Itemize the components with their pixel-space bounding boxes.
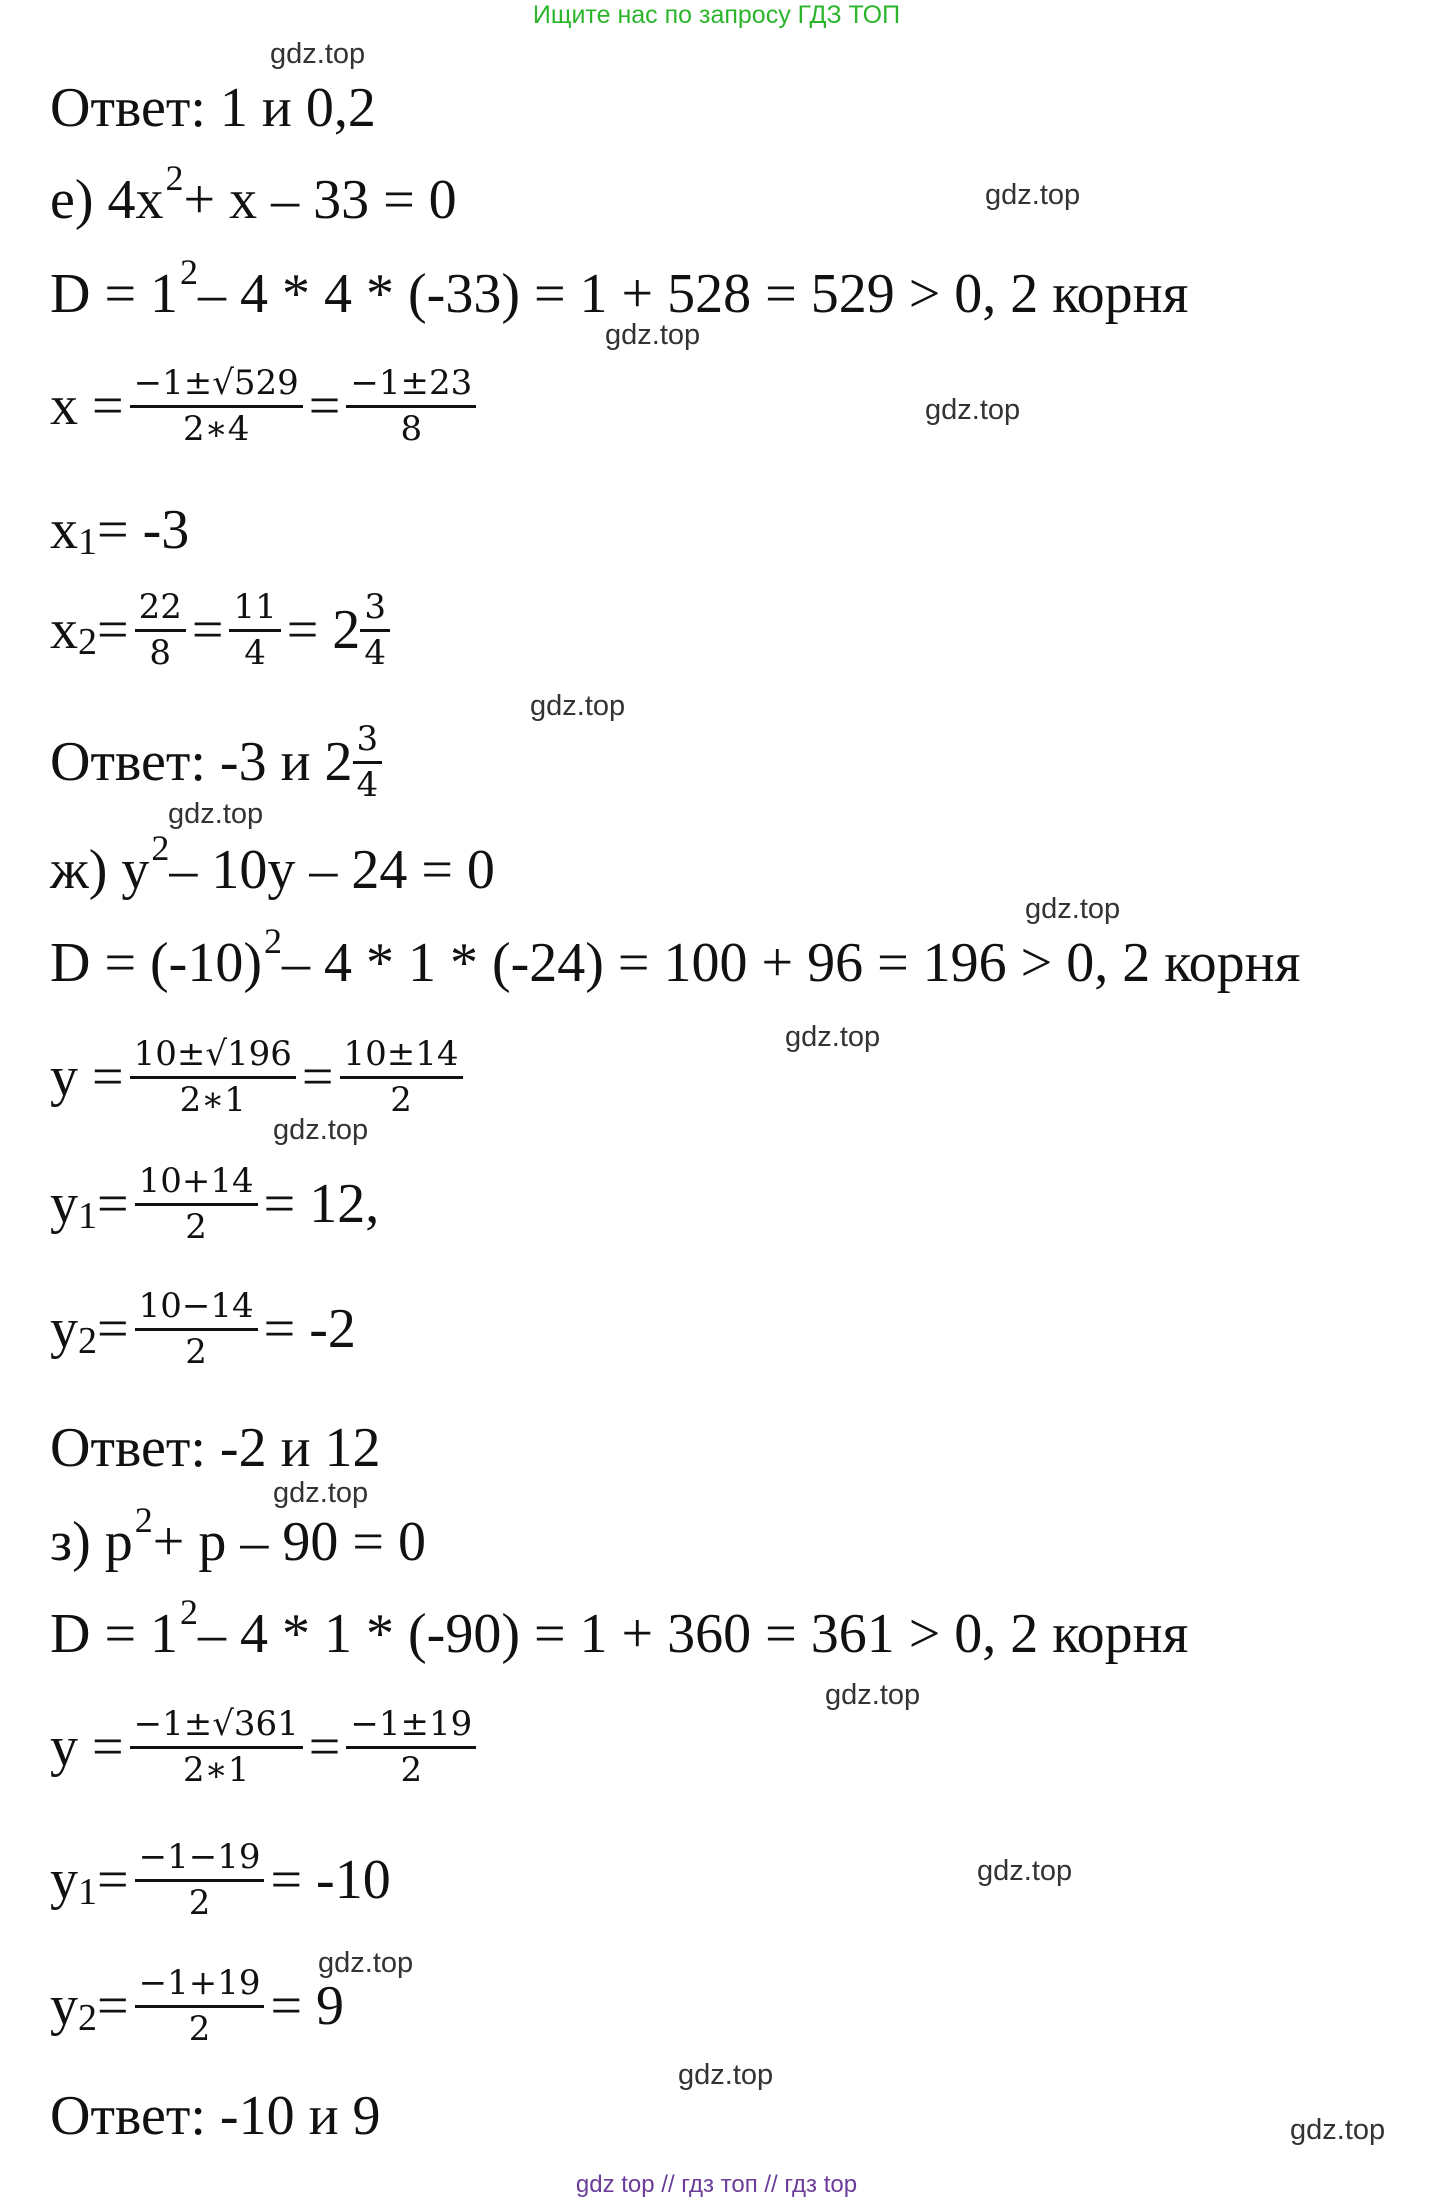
answer-prev xyxy=(50,77,376,139)
watermark: gdz.top xyxy=(1290,2114,1386,2146)
fraction xyxy=(135,1160,258,1248)
watermark: gdz.top xyxy=(273,1114,369,1146)
denominator: 4 xyxy=(364,632,386,673)
roots-formula-e xyxy=(50,362,482,450)
watermark: gdz.top xyxy=(825,1679,921,1711)
equals-sign: = xyxy=(301,1046,334,1108)
equation-text: – 10y – 24 = 0 xyxy=(169,839,495,901)
root-y1-zh xyxy=(50,1160,379,1248)
equation-text: = xyxy=(97,1849,129,1911)
equation-text: D = (-10) xyxy=(50,932,262,994)
answer-text: Ответ: -2 и 12 xyxy=(50,1417,381,1479)
fraction xyxy=(229,586,280,674)
equation-text: = xyxy=(97,1173,129,1235)
equation-text: x xyxy=(50,499,78,561)
numerator: −1±√529 xyxy=(130,362,303,408)
footer-links[interactable]: gdz top // гдз топ // гдз top xyxy=(575,2171,858,2198)
discriminant-zh xyxy=(50,921,1301,994)
subscript: 2 xyxy=(78,1320,97,1362)
root-y1-z xyxy=(50,1836,391,1924)
numerator: 10±14 xyxy=(340,1033,463,1079)
numerator: −1−19 xyxy=(135,1836,265,1882)
mixed-number xyxy=(287,586,396,674)
equals-sign: = xyxy=(308,375,341,437)
subscript: 1 xyxy=(78,1871,97,1913)
answer-text: Ответ: -10 и 9 xyxy=(50,2085,381,2147)
answer-text: Ответ: 1 и 0,2 xyxy=(50,77,376,139)
equation-text: x xyxy=(50,599,78,661)
equation-text: y xyxy=(50,1298,78,1360)
fraction xyxy=(340,1033,463,1121)
watermark: gdz.top xyxy=(605,319,701,351)
equals-sign: = xyxy=(308,1716,341,1778)
watermark: gdz.top xyxy=(270,38,366,70)
fraction xyxy=(130,1033,296,1121)
fraction xyxy=(346,1703,476,1791)
denominator: 4 xyxy=(244,632,266,673)
fraction xyxy=(353,718,383,806)
numerator: −1±√361 xyxy=(130,1703,303,1749)
equation-text: = xyxy=(97,1298,129,1360)
numerator: 3 xyxy=(360,586,390,632)
equation-text: y xyxy=(50,1173,78,1235)
equation-text: – 4 * 1 * (-90) = 1 + 360 = 361 > 0, 2 корня xyxy=(198,1603,1189,1665)
fraction xyxy=(346,362,476,450)
denominator: 2 xyxy=(400,1749,423,1790)
fraction xyxy=(135,586,186,674)
search-banner[interactable]: Ищите нас по запросу ГДЗ ТОП xyxy=(532,1,901,29)
denominator: 2∗1 xyxy=(179,1079,246,1120)
denominator: 2 xyxy=(390,1079,412,1120)
fraction xyxy=(135,1962,265,2050)
equation-text: = -10 xyxy=(270,1849,391,1911)
answer-zh xyxy=(50,1417,381,1479)
subscript: 2 xyxy=(78,621,97,663)
equation-e xyxy=(50,158,457,231)
equation-text: = 9 xyxy=(270,1975,345,2037)
answer-z xyxy=(50,2085,381,2147)
denominator: 2∗1 xyxy=(182,1749,250,1790)
numerator: 10±√196 xyxy=(130,1033,296,1079)
watermark: gdz.top xyxy=(318,1947,414,1979)
subscript: 1 xyxy=(78,521,97,563)
numerator: 22 xyxy=(135,586,186,632)
root-y2-z xyxy=(50,1962,344,2050)
equation-text: y xyxy=(50,1849,78,1911)
equation-text: з) p xyxy=(50,1511,133,1573)
denominator: 2 xyxy=(185,1331,207,1372)
denominator: 2 xyxy=(185,1206,207,1247)
denominator: 8 xyxy=(400,408,423,449)
watermark: gdz.top xyxy=(168,798,264,830)
equation-z xyxy=(50,1500,426,1573)
equation-text: D = 1 xyxy=(50,1603,179,1665)
subscript: 2 xyxy=(78,1997,97,2039)
root-x1-e xyxy=(50,499,190,563)
equals-sign: = xyxy=(191,599,224,661)
denominator: 2 xyxy=(188,1882,211,1923)
numerator: 3 xyxy=(353,718,383,764)
watermark: gdz.top xyxy=(925,394,1021,426)
roots-formula-zh xyxy=(50,1033,469,1121)
equation-zh xyxy=(50,828,495,901)
watermark: gdz.top xyxy=(1025,893,1121,925)
watermark: gdz.top xyxy=(977,1855,1073,1887)
exponent: 2 xyxy=(134,1500,153,1540)
equation-text: = -3 xyxy=(97,499,190,561)
denominator: 2∗4 xyxy=(182,408,250,449)
exponent: 2 xyxy=(263,921,282,961)
fraction xyxy=(130,362,303,450)
numerator: −1±23 xyxy=(346,362,476,408)
numerator: −1±19 xyxy=(346,1703,476,1749)
exponent: 2 xyxy=(180,252,199,292)
watermark: gdz.top xyxy=(530,690,626,722)
denominator: 2 xyxy=(188,2008,211,2049)
equation-text: y xyxy=(50,1975,78,2037)
equation-text: е) 4x xyxy=(50,169,164,231)
fraction xyxy=(135,1285,258,1373)
answer-e xyxy=(50,718,388,806)
exponent: 2 xyxy=(180,1592,199,1632)
numerator: 10−14 xyxy=(135,1285,258,1331)
root-x2-e xyxy=(50,586,396,674)
discriminant-z xyxy=(50,1592,1189,1665)
numerator: −1+19 xyxy=(135,1962,265,2008)
subscript: 1 xyxy=(78,1195,97,1237)
denominator: 8 xyxy=(149,632,172,673)
roots-formula-z xyxy=(50,1703,482,1791)
watermark: gdz.top xyxy=(985,179,1081,211)
equation-text: = 12, xyxy=(263,1173,380,1235)
equation-text: = xyxy=(97,1975,129,2037)
fraction xyxy=(360,586,390,674)
equation-text: + p – 90 = 0 xyxy=(152,1511,426,1573)
root-y2-zh xyxy=(50,1285,356,1373)
equation-text: – 4 * 1 * (-24) = 100 + 96 = 196 > 0, 2 корня xyxy=(281,932,1301,994)
numerator: 10+14 xyxy=(135,1160,258,1206)
fraction xyxy=(130,1703,303,1791)
fraction xyxy=(135,1836,265,1924)
equation-text: = -2 xyxy=(263,1298,356,1360)
watermark: gdz.top xyxy=(678,2059,774,2091)
equation-text: x = xyxy=(50,375,124,437)
exponent: 2 xyxy=(151,828,170,868)
equation-text: + x – 33 = 0 xyxy=(183,169,457,231)
watermark: gdz.top xyxy=(785,1021,881,1053)
exponent: 2 xyxy=(165,158,184,198)
numerator: 11 xyxy=(229,586,280,632)
equation-text: = 2 xyxy=(286,599,361,661)
discriminant-e xyxy=(50,252,1189,325)
watermark: gdz.top xyxy=(273,1477,369,1509)
equation-text: = xyxy=(97,599,129,661)
answer-text: Ответ: -3 и 2 xyxy=(50,731,353,793)
denominator: 4 xyxy=(356,764,379,805)
equation-text: y = xyxy=(50,1046,124,1108)
equation-text: y = xyxy=(50,1716,124,1778)
equation-text: D = 1 xyxy=(50,263,179,325)
equation-text: ж) y xyxy=(50,839,150,901)
equation-text: – 4 * 4 * (-33) = 1 + 528 = 529 > 0, 2 корня xyxy=(198,263,1189,325)
